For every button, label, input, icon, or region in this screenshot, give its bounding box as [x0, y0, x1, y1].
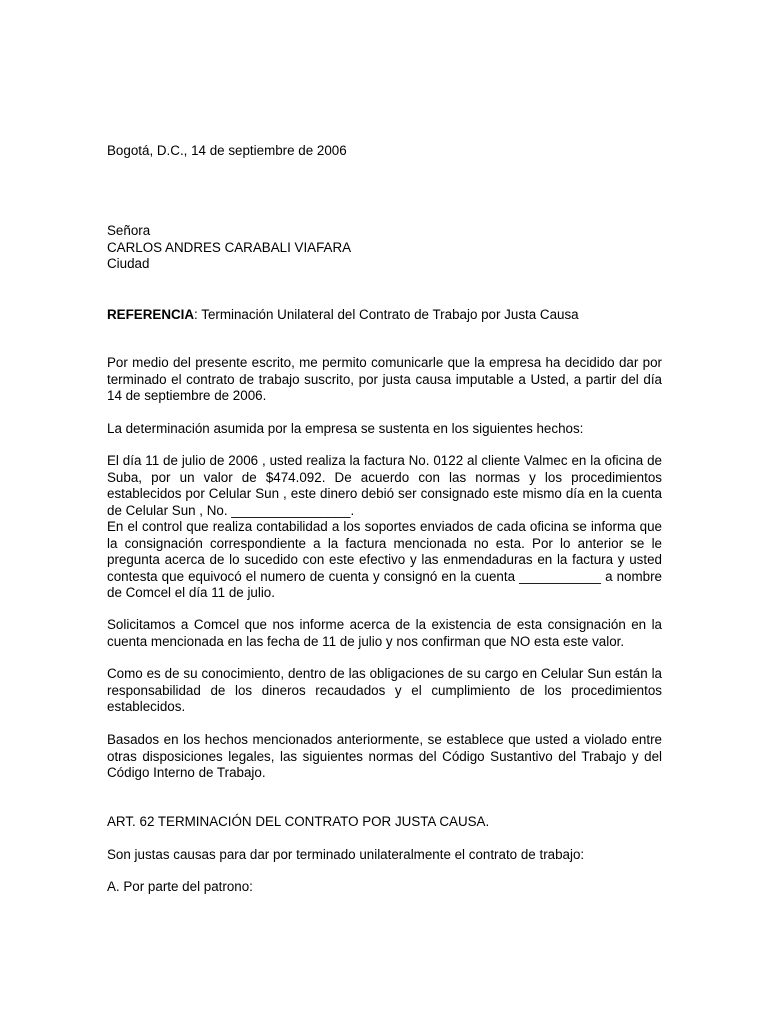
paragraph-employer-part: A. Por parte del patrono: [107, 879, 253, 894]
reference-line [107, 307, 662, 324]
reference-text: : Terminación Unilateral del Contrato de Trabajo por Justa Causa [194, 307, 579, 322]
paragraph-violations: Basados en los hechos mencionados anteriormente, se establece que usted a violado entre otras disposiciones legales, las siguientes normas del Código Sustantivo del Trabajo y del Código Interno de Trabajo. [107, 732, 662, 780]
paragraph-intro: Por medio del presente escrito, me permito comunicarle que la empresa ha decidido dar por terminado el contrato de trabajo suscrito, por justa causa imputable a Usted, a partir del día 14 de septiembre de 2006. [107, 355, 662, 403]
recipient-block [107, 223, 662, 273]
paragraph-comcel-request: Solicitamos a Comcel que nos informe acerca de la existencia de esta consignación en la cuenta mencionada en las fecha de 11 de julio y nos confirman que NO esta este valor. [107, 617, 662, 649]
paragraph-obligations: Como es de su conocimiento, dentro de las obligaciones de su cargo en Celular Sun están la responsabilidad de los dineros recaudados y el cumplimiento de los procedimientos establecidos. [107, 666, 662, 714]
recipient-name: CARLOS ANDRES CARABALI VIAFARA [107, 239, 352, 255]
article-heading: ART. 62 TERMINACIÓN DEL CONTRATO POR JUSTA CAUSA. [107, 814, 490, 829]
recipient-city: Ciudad [107, 256, 150, 271]
paragraph-just-causes: Son justas causas para dar por terminado unilateralmente el contrato de trabajo: [107, 847, 585, 862]
letter-date: Bogotá, D.C., 14 de septiembre de 2006 [107, 143, 347, 158]
paragraph-fact-control: En el control que realiza contabilidad a los soportes enviados de cada oficina se informa que la consignación correspondiente a la factura mencionada no esta. Por lo anterior se le pregunta acerca de lo sucedido con este efectivo y las enmendaduras en la factura y usted contesta que equivocó el numero de cuenta y consignó en la cuenta ___________ a nombre de Comcel el día 11 de julio. [107, 519, 662, 600]
paragraph-fact-invoice: El día 11 de julio de 2006 , usted realiza la factura No. 0122 al cliente Valmec en la oficina de Suba, por un valor de $474.092. De acuerdo con las normas y los procedimientos establecidos por Celular Sun , este dinero debió ser consignado este mismo día en la cuenta de Celular Sun , No. ________________. [107, 453, 662, 518]
paragraph-facts-intro: La determinación asumida por la empresa se sustenta en los siguientes hechos: [107, 421, 584, 436]
reference-label: REFERENCIA [107, 307, 195, 322]
recipient-salutation: Señora [107, 223, 151, 238]
